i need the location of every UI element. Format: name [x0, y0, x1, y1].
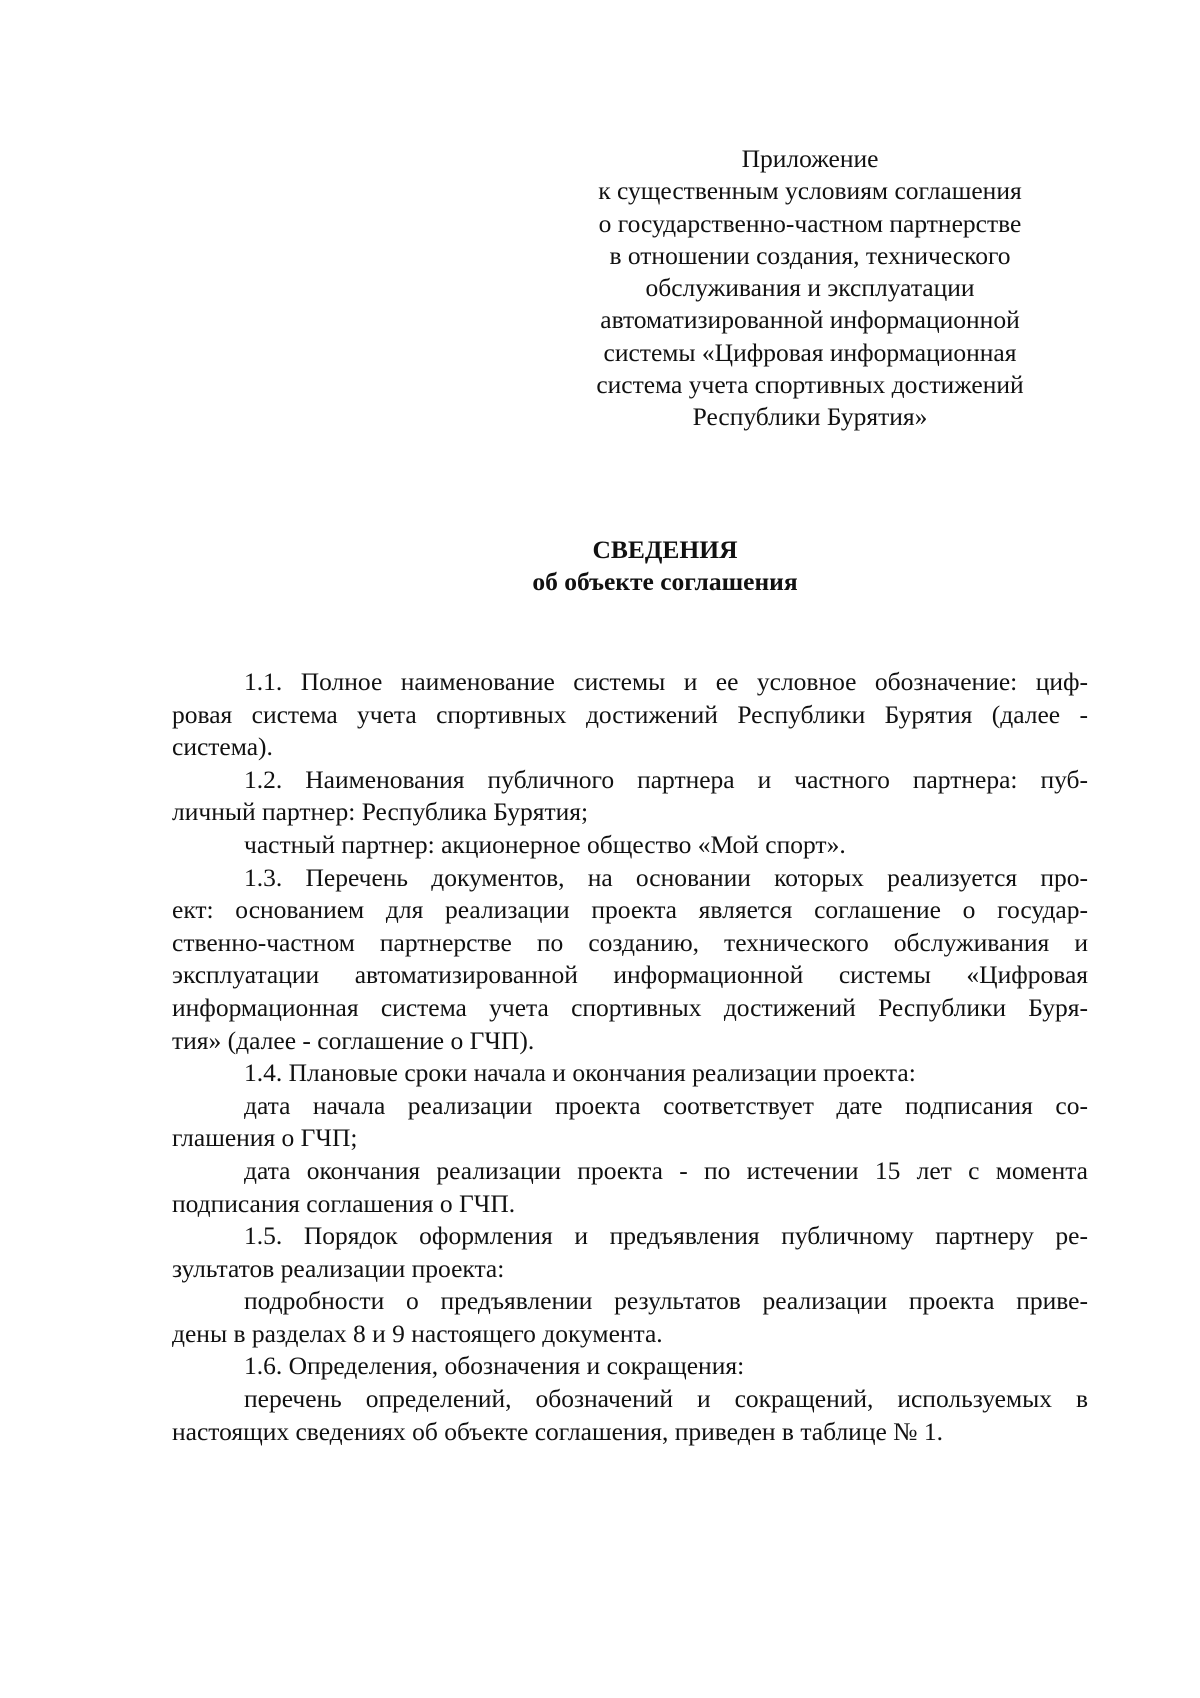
body-line: глашения о ГЧП;: [172, 1123, 358, 1153]
document-body: [172, 666, 1088, 1448]
body-line: подробности о предъявлении результатов реализации проекта приве-: [244, 1286, 1088, 1316]
annex-line: Республики Бурятия»: [692, 402, 928, 432]
body-line: тия» (далее - соглашение о ГЧП).: [172, 1025, 535, 1055]
body-line: частный партнер: акционерное общество «Мой спорт».: [244, 829, 846, 859]
annex-line: автоматизированной информационной: [600, 305, 1020, 335]
document-heading: [0, 534, 1200, 598]
body-line: 1.4. Плановые сроки начала и окончания реализации проекта:: [244, 1058, 916, 1088]
body-line: ект: основанием для реализации проекта является соглашение о государ-: [172, 895, 1088, 925]
annex-line: Приложение: [741, 144, 879, 173]
body-line: система).: [172, 732, 273, 762]
body-line: ровая система учета спортивных достижений Республики Бурятия (далее -: [172, 699, 1088, 729]
body-line: настоящих сведениях об объекте соглашения, приведен в таблице № 1.: [172, 1416, 944, 1446]
body-line: личный партнер: Республика Бурятия;: [172, 797, 589, 827]
body-line: 1.1. Полное наименование системы и ее условное обозначение: циф-: [244, 667, 1088, 696]
body-line: 1.5. Порядок оформления и предъявления публичному партнеру ре-: [244, 1221, 1088, 1251]
body-line: информационная система учета спортивных достижений Республики Буря-: [172, 992, 1088, 1022]
body-line: эксплуатации автоматизированной информационной системы «Цифровая: [172, 960, 1088, 990]
annex-line: обслуживания и эксплуатации: [645, 273, 975, 303]
body-line: ственно-частном партнерстве по созданию, технического обслуживания и: [172, 927, 1088, 957]
body-line: зультатов реализации проекта:: [172, 1253, 505, 1283]
body-line: 1.3. Перечень документов, на основании которых реализуется про-: [244, 862, 1088, 892]
annex-line: системы «Цифровая информационная: [603, 337, 1017, 367]
body-line: дата окончания реализации проекта - по истечении 15 лет с момента: [244, 1155, 1088, 1185]
annex-line: о государственно-частном партнерстве: [598, 208, 1022, 238]
body-line: дены в разделах 8 и 9 настоящего документа.: [172, 1318, 663, 1348]
annex-block: [560, 143, 1060, 434]
annex-line: в отношении создания, технического: [609, 240, 1011, 270]
body-line: дата начала реализации проекта соответствует дате подписания со-: [244, 1090, 1088, 1120]
body-line: 1.6. Определения, обозначения и сокращения:: [244, 1351, 745, 1381]
heading-title: СВЕДЕНИЯ: [592, 535, 738, 564]
body-line: перечень определений, обозначений и сокращений, используемых в: [244, 1384, 1088, 1414]
body-line: подписания соглашения о ГЧП.: [172, 1188, 516, 1218]
annex-line: к существенным условиям соглашения: [598, 176, 1022, 206]
heading-subtitle: об объекте соглашения: [532, 567, 798, 596]
body-line: 1.2. Наименования публичного партнера и частного партнера: пуб-: [244, 764, 1088, 794]
annex-line: система учета спортивных достижений: [596, 370, 1024, 400]
